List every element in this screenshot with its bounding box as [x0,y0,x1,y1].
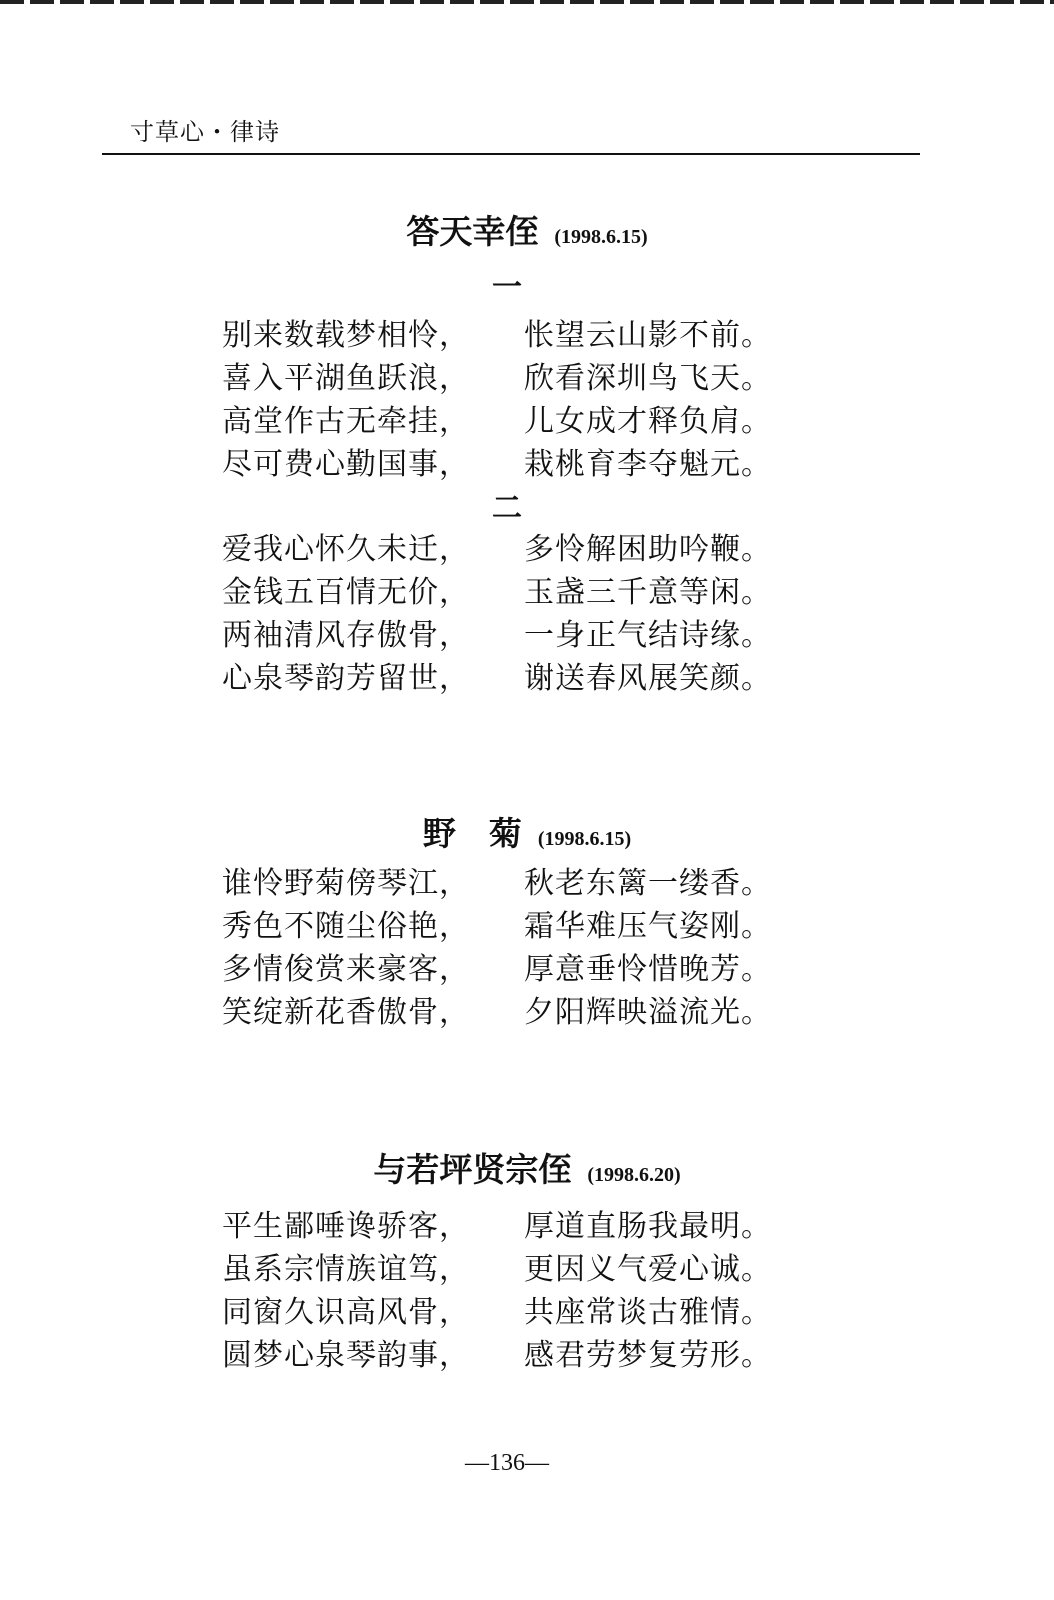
poem-line [222,1248,772,1291]
line-first-half: 多情俊赏来豪客， [222,952,470,987]
line-second-half: 共座常谈古雅情。 [524,1295,772,1330]
running-header: 寸草心・律诗 [130,118,280,146]
stanza-1-part-2 [222,528,772,700]
poem-line [222,614,772,657]
line-second-half: 厚道直肠我最明。 [524,1209,772,1244]
line-second-half: 厚意垂怜惜晚芳。 [524,952,772,987]
line-first-half: 心泉琴韵芳留世， [222,661,470,696]
line-first-half: 两袖清风存傲骨， [222,618,470,653]
part-mark-two: 二 [492,491,522,526]
line-first-half: 笑绽新花香傲骨， [222,995,470,1030]
line-second-half: 一身正气结诗缘。 [524,618,772,653]
poem-line [222,400,772,443]
line-first-half: 谁怜野菊傍琴江， [222,866,470,901]
poem-line [222,991,772,1034]
poem-date: (1998.6.15) [537,828,632,850]
top-border [0,0,1054,4]
stanza-1-part-1 [222,314,772,486]
part-mark-one: 一 [492,270,522,305]
stanza-3 [222,1205,772,1377]
poem-line [222,1291,772,1334]
line-second-half: 谢送春风展笑颜。 [524,661,772,696]
page-number: —136— [465,1450,549,1476]
poem-line [222,948,772,991]
poem-title-text: 野 菊 [422,814,522,853]
poem-title-1 [0,206,1054,253]
line-first-half: 尽可费心勤国事， [222,447,470,482]
header-rule [102,153,920,155]
poem-line [222,314,772,357]
line-second-half: 怅望云山影不前。 [524,318,772,353]
line-second-half: 秋老东篱一缕香。 [524,866,772,901]
line-second-half: 更因义气爱心诚。 [524,1252,772,1287]
line-second-half: 夕阳辉映溢流光。 [524,995,772,1030]
line-first-half: 平生鄙唾谗骄客， [222,1209,470,1244]
poem-line [222,528,772,571]
line-first-half: 秀色不随尘俗艳， [222,909,470,944]
line-second-half: 栽桃育李夺魁元。 [524,447,772,482]
line-first-half: 圆梦心泉琴韵事， [222,1338,470,1373]
poem-line [222,357,772,400]
poem-line [222,862,772,905]
line-second-half: 感君劳梦复劳形。 [524,1338,772,1373]
line-second-half: 霜华难压气姿刚。 [524,909,772,944]
poem-line [222,905,772,948]
line-second-half: 多怜解困助吟鞭。 [524,532,772,567]
poem-line [222,571,772,614]
line-second-half: 儿女成才释负肩。 [524,404,772,439]
line-second-half: 欣看深圳鸟飞天。 [524,361,772,396]
line-first-half: 高堂作古无牵挂， [222,404,470,439]
poem-line [222,1205,772,1248]
line-first-half: 爱我心怀久未迁， [222,532,470,567]
line-second-half: 玉盏三千意等闲。 [524,575,772,610]
line-first-half: 同窗久识高风骨， [222,1295,470,1330]
line-first-half: 虽系宗情族谊笃， [222,1252,470,1287]
poem-title-2 [0,808,1054,855]
stanza-2 [222,862,772,1034]
line-first-half: 喜入平湖鱼跃浪， [222,361,470,396]
poem-title-3 [0,1144,1054,1191]
poem-date: (1998.6.20) [587,1164,681,1186]
line-first-half: 别来数载梦相怜， [222,318,470,353]
poem-line [222,443,772,486]
line-first-half: 金钱五百情无价， [222,575,470,610]
poem-title-text: 与若坪贤宗侄 [373,1150,572,1189]
poem-title-text: 答天幸侄 [406,212,539,251]
poem-line [222,1334,772,1377]
poem-line [222,657,772,700]
poem-date: (1998.6.15) [554,226,648,248]
